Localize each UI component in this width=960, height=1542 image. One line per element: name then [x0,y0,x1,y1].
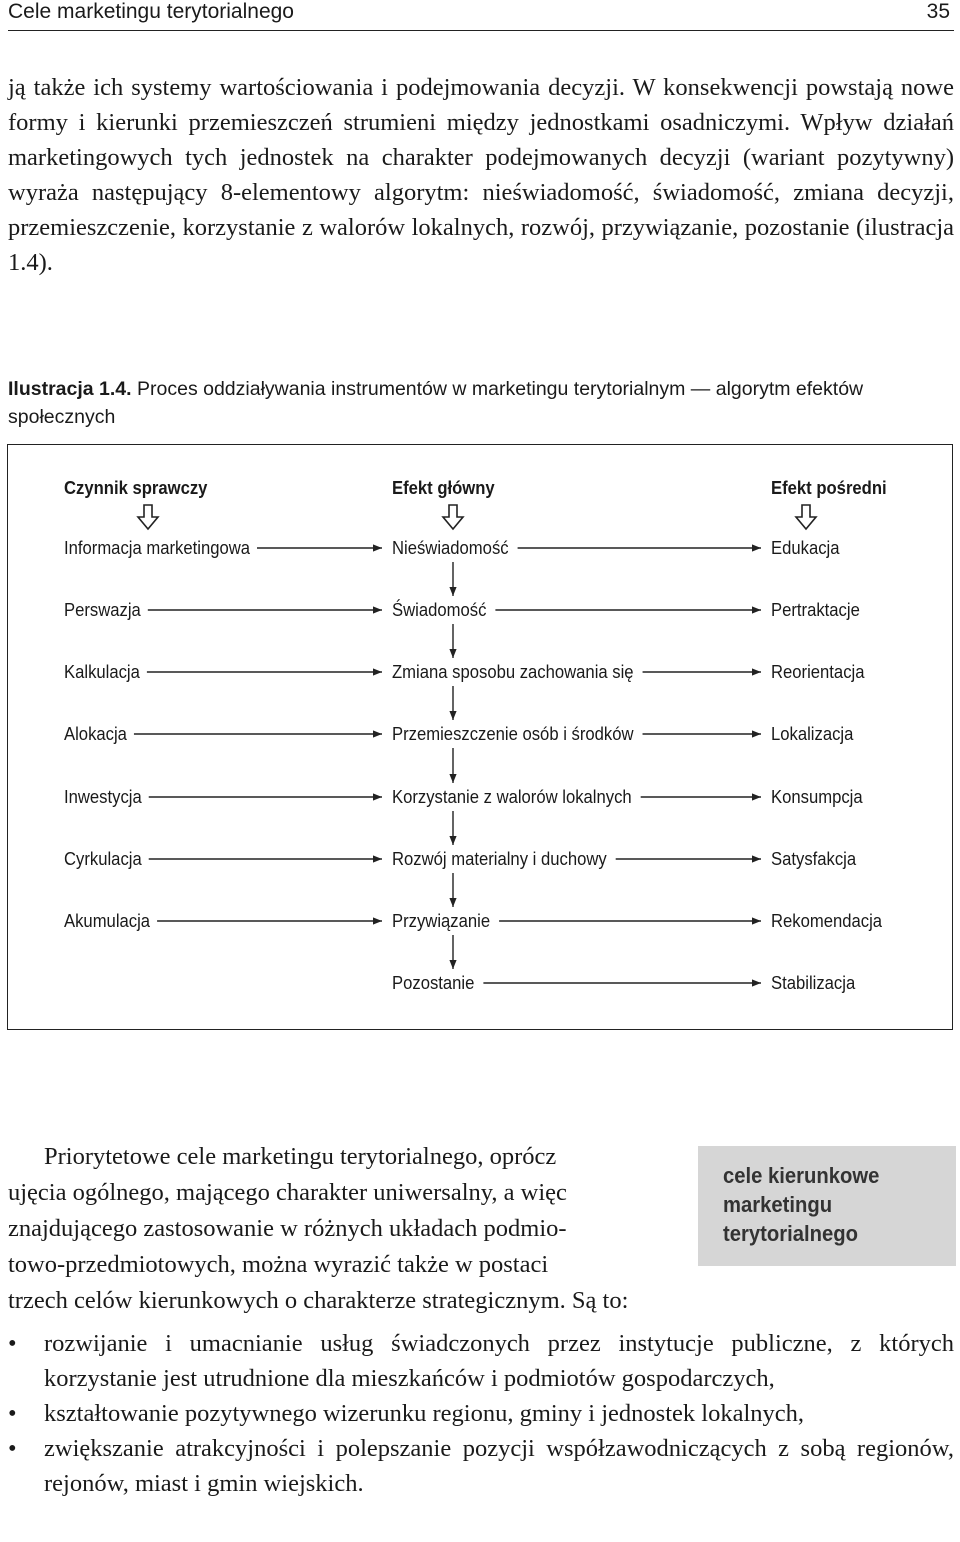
paragraph-2-line: trzech celów kierunkowych o charakterze strategicznym. Są to: [8,1287,629,1314]
paragraph-2-line: Priorytetowe cele marketingu terytorialnego, oprócz [44,1143,557,1170]
factor-header-arrow-icon [138,505,158,529]
goals-list [8,1326,954,1501]
main-effect-label: Pozostanie [392,972,475,993]
figure-caption-text: Proces oddziaływania instrumentów w marketingu terytorialnym — algorytm efektów społecznych [8,378,864,428]
secondary-header-arrow-icon [796,505,816,529]
margin-note-line: marketingu [723,1192,833,1217]
causal-factor-label: Inwestycja [64,786,142,807]
margin-note-line: cele kierunkowe [723,1163,880,1188]
secondary-effect-label: Satysfakcja [771,848,857,869]
secondary-effect-label: Reorientacja [771,661,865,682]
figure-caption [8,375,954,431]
main-effect-label: Nieświadomość [392,537,509,558]
figure-caption-label: Ilustracja 1.4. [8,378,132,400]
main-header-arrow-icon [443,505,463,529]
secondary-effect-label: Konsumpcja [771,786,863,807]
paragraph-2-line: znajdującego zastosowanie w różnych układach podmio- [8,1215,567,1242]
margin-note [698,1146,956,1266]
header-causal-factor: Czynnik sprawczy [64,477,208,498]
causal-factor-label: Cyrkulacja [64,848,142,869]
secondary-effect-label: Rekomendacja [771,910,883,931]
body-paragraph-1: ją także ich systemy wartościowania i podejmowania decyzji. W konsekwencji powstają nowe formy i kierunki przemieszczeń strumieni między jednostkami osadniczymi. Wpływ działań marketingowych tych jednostek na charakter podejmowanych decyzji (wariant pozytywny) wyraża następujący 8-elementowy algorytm: nieświadomość, świadomość, zmiana decyzji, przemieszczenie, korzystanie z walorów lokalnych, rozwój, przywiązanie, pozostanie (ilustracja 1.4). [8,74,954,276]
header-secondary-effect: Efekt pośredni [771,477,887,498]
page-number: 35 [926,0,950,23]
page-header [8,0,954,31]
causal-factor-label: Akumulacja [64,910,151,931]
main-effect-label: Przywiązanie [392,910,491,931]
causal-factor-label: Perswazja [64,599,141,620]
process-diagram [7,444,953,1030]
secondary-effect-label: Edukacja [771,537,840,558]
paragraph-2-line: towo-przedmiotowych, można wyrazić także w postaci [8,1251,549,1278]
main-effect-label: Przemieszczenie osób i środków [392,723,634,744]
causal-factor-label: Kalkulacja [64,661,140,682]
header-main-effect: Efekt główny [392,477,495,498]
causal-factor-label: Informacja marketingowa [64,537,251,558]
margin-note-line: terytorialnego [723,1221,858,1246]
list-item: • zwiększanie atrakcyjności i polepszanie pozycji współzawodniczących z sobą regionów, rejonów, miast i gmin wiejskich. [8,1431,954,1501]
main-effect-label: Świadomość [392,599,487,620]
running-title: Cele marketingu terytorialnego [8,0,294,23]
secondary-effect-label: Stabilizacja [771,972,856,993]
main-effect-label: Zmiana sposobu zachowania się [392,661,634,682]
paragraph-2-line: ujęcia ogólnego, mającego charakter uniwersalny, a więc [8,1179,567,1206]
main-effect-label: Rozwój materialny i duchowy [392,848,607,869]
causal-factor-label: Alokacja [64,723,127,744]
secondary-effect-label: Pertraktacje [771,599,860,620]
list-item: • kształtowanie pozytywnego wizerunku regionu, gminy i jednostek lokalnych, [8,1396,954,1431]
main-effect-label: Korzystanie z walorów lokalnych [392,786,632,807]
list-item: • rozwijanie i umacnianie usług świadczonych przez instytucje publiczne, z których korzystanie jest utrudnione dla mieszkańców i podmiotów gospodarczych, [8,1326,954,1396]
secondary-effect-label: Lokalizacja [771,723,854,744]
